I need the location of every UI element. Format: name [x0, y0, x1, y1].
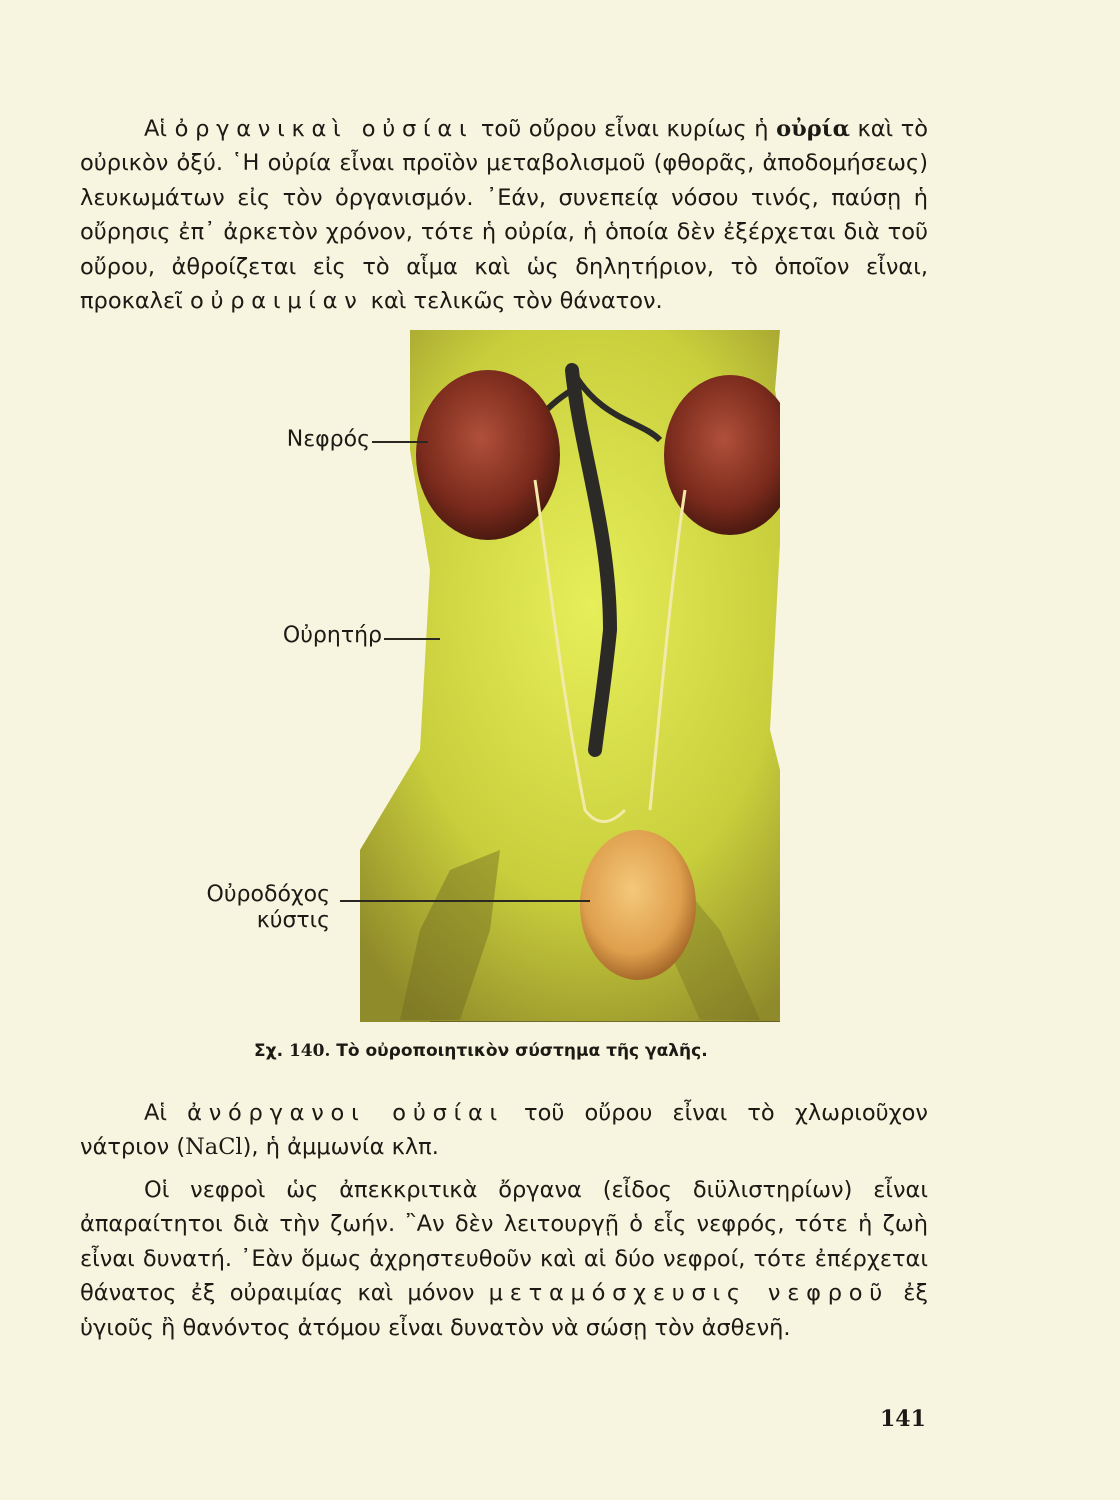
- para2-lead: Αἱ: [144, 1100, 168, 1126]
- para1-lead: Αἱ: [144, 116, 168, 142]
- label-kidney: Νεφρός: [286, 427, 370, 452]
- leader-line-ureter: [384, 638, 440, 640]
- paragraph-inorganic-substances: [80, 1096, 928, 1165]
- caption-number: 140.: [288, 1041, 331, 1061]
- para3-text: Οἱ νεφροὶ ὡς ἀπεκκριτικὰ ὄργανα (εἶδος διϋλιστηρίων) εἶναι ἀπαραίτητοι διὰ τὴν ζωήν. ῍Αν δὲν λειτουργῇ ὁ εἷς νεφρός, τότε ἡ ζωὴ εἶναι δυνατή. ᾿Εὰν ὅμως ἀχρηστευθοῦν καὶ αἱ δύο νεφροί, τότε ἐπέρχεται θάνατος ἐξ οὐραιμίας καὶ μόνον: [80, 1177, 928, 1307]
- bladder: [580, 830, 696, 980]
- specimen-illustration: [340, 330, 780, 1022]
- paragraph-kidneys: [80, 1173, 928, 1345]
- para1-spaced-term-2: οὐραιμίαν: [189, 288, 364, 315]
- para2-formula: NaCl: [185, 1134, 243, 1161]
- left-kidney: [416, 370, 560, 540]
- label-bladder: [170, 882, 330, 934]
- figure-caption: [254, 1040, 854, 1062]
- caption-prefix: Σχ.: [254, 1041, 284, 1061]
- paragraph-organic-substances: [80, 112, 928, 318]
- para2-text: τοῦ οὔρου εἶναι τὸ χλωριοῦχον νάτριον (: [80, 1100, 928, 1161]
- urinary-system-photo: [340, 330, 780, 1022]
- page-number: 141: [880, 1406, 926, 1432]
- leader-line-bladder: [340, 900, 590, 902]
- para1-text-3: καὶ τελικῶς τὸν θάνατον.: [363, 288, 663, 315]
- para2-spaced-term: ἀνόργανοι οὐσίαι: [187, 1100, 504, 1126]
- para1-text-2: καὶ τὸ οὐρικὸν ὀξύ. ῾Η οὐρία εἶναι προϊὸν μεταβολισμοῦ (φθορᾶς, ἀποδομήσεως) λευκωμάτων εἰς τὸν ὀργανισμόν. ᾿Εάν, συνεπείᾳ νόσου τινός, παύσῃ ἡ οὔρησις ἐπ᾿ ἀρκετὸν χρόνον, τότε ἡ οὐρία, ἡ ὁποία δὲν ἐξέρχεται διὰ τοῦ οὔρου, ἀθροίζεται εἰς τὸ αἷμα καὶ ὡς δηλητήριον, τὸ ὁποῖον εἶναι, προκαλεῖ: [80, 116, 929, 315]
- label-ureter: Οὐρητήρ: [282, 623, 382, 648]
- para2-text-2: ), ἡ ἀμμωνία κλπ.: [242, 1134, 439, 1161]
- para1-bold-term: οὐρία: [776, 116, 850, 142]
- leader-line-kidney: [372, 441, 428, 443]
- label-bladder-line2: κύστις: [256, 908, 330, 933]
- para3-text-2: ἐξ ὑγιοῦς ἢ θανόντος ἀτόμου εἶναι δυνατὸν νὰ σώσῃ τὸν ἀσθενῆ.: [80, 1280, 928, 1341]
- para1-text: τοῦ οὔρου εἶναι κυρίως ἡ: [473, 116, 777, 142]
- caption-text: Τὸ οὐροποιητικὸν σύστημα τῆς γαλῆς.: [336, 1041, 708, 1061]
- para3-spaced-term: μεταμόσχευσις νεφροῦ: [488, 1280, 890, 1307]
- label-bladder-line1: Οὐροδόχος: [206, 882, 330, 907]
- para1-spaced-term: ὀργανικαὶ οὐσίαι: [174, 116, 474, 142]
